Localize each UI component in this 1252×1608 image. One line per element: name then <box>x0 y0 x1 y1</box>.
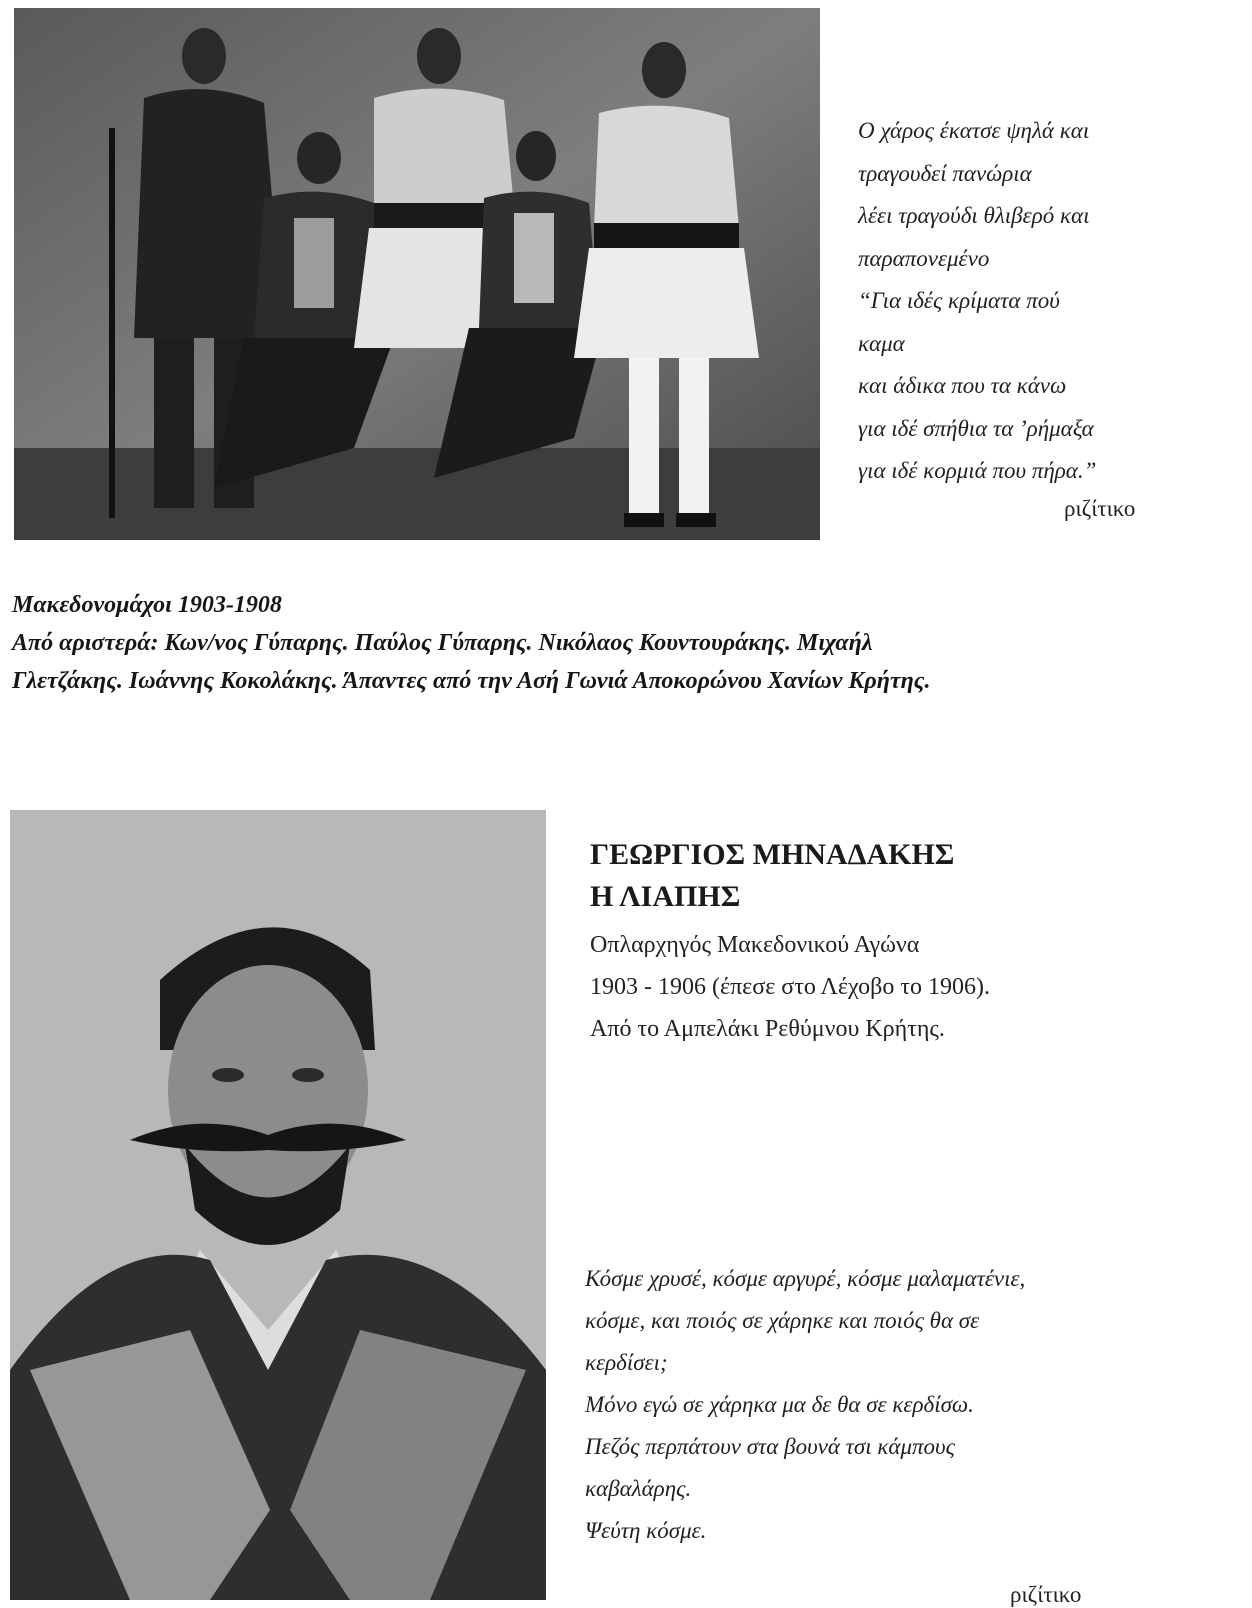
caption-title: Μακεδονομάχοι 1903-1908 <box>12 592 282 618</box>
poem-line: καμα <box>858 330 905 356</box>
group-photo-image <box>14 8 820 540</box>
poem-line: και άδικα που τα κάνω <box>858 373 1067 398</box>
bio-name <box>590 834 954 918</box>
bio-line: Από το Αμπελάκι Ρεθύμνου Κρήτης. <box>590 1016 945 1042</box>
bio-line: 1903 - 1906 (έπεσε στο Λέχοβο το 1906). <box>590 974 990 1000</box>
group-photo <box>14 8 820 540</box>
portrait-photo <box>10 810 546 1600</box>
bottom-poem <box>585 1258 1235 1552</box>
group-photo-caption <box>12 586 1242 700</box>
portrait-photo-image <box>10 810 546 1600</box>
poem-line: για ιδέ σπήθια τα ’ρήμαξα <box>858 415 1094 441</box>
poem-line: Μόνο εγώ σε χάρηκα μα δε θα σε κερδίσω. <box>585 1392 974 1417</box>
top-poem <box>858 110 1238 493</box>
poem-line: Κόσμε χρυσέ, κόσμε αργυρέ, κόσμε μαλαματένιε, <box>585 1266 1026 1291</box>
top-poem-attribution: ριζίτικο <box>1064 496 1136 521</box>
poem-line: Ο χάρος έκατσε ψηλά και <box>858 118 1090 143</box>
poem-line: κόσμε, και ποιός σε χάρηκε και ποιός θα σε <box>585 1308 980 1333</box>
poem-line: “Για ιδές κρίματα πού <box>858 288 1060 313</box>
bio-name-line: Η ΛΙΑΠΗΣ <box>590 880 741 913</box>
caption-line: Γλετζάκης. Ιωάννης Κοκολάκης. Άπαντες από την Ασή Γωνιά Αποκορώνου Χανίων Κρήτης. <box>12 668 931 694</box>
caption-line: Από αριστερά: Κων/νος Γύπαρης. Παύλος Γύπαρης. Νικόλαος Κουντουράκης. Μιχαήλ <box>12 630 873 656</box>
poem-line: κερδίσει; <box>585 1350 668 1375</box>
poem-line: τραγουδεί πανώρια <box>858 160 1032 186</box>
poem-line: παραπονεμένο <box>858 245 990 271</box>
bio-description <box>590 924 990 1050</box>
poem-line: για ιδέ κορμιά που πήρα.” <box>858 458 1097 483</box>
poem-line: Ψεύτη κόσμε. <box>585 1518 707 1543</box>
bio-line: Οπλαρχηγός Μακεδονικού Αγώνα <box>590 932 920 958</box>
bio-name-line: ΓΕΩΡΓΙΟΣ ΜΗΝΑΔΑΚΗΣ <box>590 838 955 871</box>
poem-line: καβαλάρης. <box>585 1476 692 1501</box>
poem-line: Πεζός περπάτουν στα βουνά τσι κάμπους <box>585 1434 955 1459</box>
poem-line: λέει τραγούδι θλιβερό και <box>858 203 1090 228</box>
bottom-poem-attribution: ριζίτικο <box>1010 1582 1082 1607</box>
